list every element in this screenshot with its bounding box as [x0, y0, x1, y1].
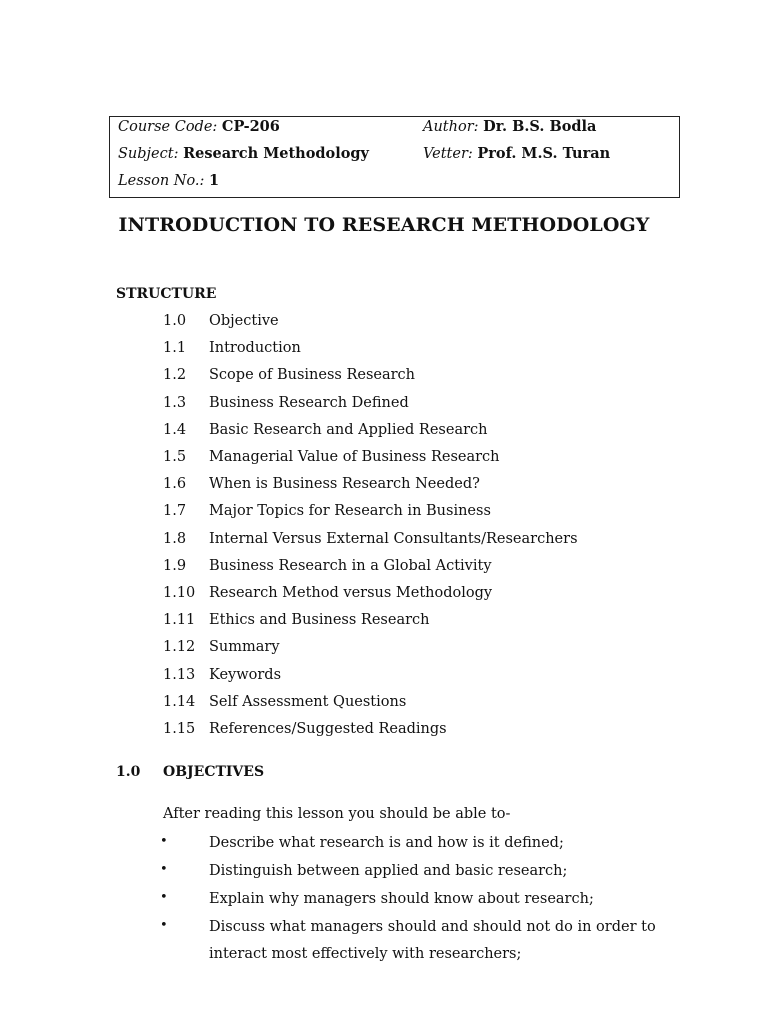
bullet-marker: • — [160, 862, 168, 877]
list-item-number: 1.0 — [163, 313, 187, 329]
list-item-text: Summary — [209, 639, 280, 655]
list-item-number: 1.6 — [163, 476, 187, 492]
list-item-text: Business Research Defined — [209, 395, 409, 411]
author-value: Dr. B.S. Bodla — [483, 118, 597, 135]
list-item-text: Business Research in a Global Activity — [209, 558, 492, 574]
course-code-label: Course Code: — [118, 119, 218, 135]
objectives-number: 1.0 — [116, 764, 141, 780]
objectives-heading: OBJECTIVES — [163, 764, 265, 780]
list-item-text: Objective — [209, 313, 279, 329]
list-item-text: Describe what research is and how is it defined; — [209, 835, 564, 851]
subject-label: Subject: — [118, 146, 179, 162]
author-row — [423, 118, 596, 135]
list-item-number: 1.9 — [163, 558, 187, 574]
bullet-marker: • — [160, 834, 168, 849]
list-item-number: 1.12 — [163, 639, 196, 655]
subject-value: Research Methodology — [183, 145, 369, 162]
list-item-number: 1.10 — [163, 585, 196, 601]
list-item-text: Internal Versus External Consultants/Researchers — [209, 531, 578, 547]
list-item-text: When is Business Research Needed? — [209, 476, 480, 492]
course-info-box — [109, 116, 680, 198]
course-code-value: CP-206 — [221, 118, 280, 135]
list-item-text: Ethics and Business Research — [209, 612, 430, 628]
subject-row — [118, 145, 369, 162]
list-item-number: 1.11 — [163, 612, 196, 628]
objectives-intro: After reading this lesson you should be able to- — [163, 806, 511, 822]
list-item-number: 1.3 — [163, 395, 187, 411]
list-item-text: Discuss what managers should and should not do in order to interact most effectively with researchers; — [209, 919, 656, 962]
vetter-label: Vetter: — [423, 146, 473, 162]
list-item-number: 1.2 — [163, 367, 187, 383]
list-item-number: 1.8 — [163, 531, 187, 547]
list-item-text: Research Method versus Methodology — [209, 585, 493, 601]
list-item-number: 1.7 — [163, 503, 187, 519]
list-item-text: Major Topics for Research in Business — [209, 503, 491, 519]
list-item-text: Basic Research and Applied Research — [209, 422, 488, 438]
list-item-number: 1.14 — [163, 694, 196, 710]
lesson-value: 1 — [209, 172, 220, 189]
list-item-text: Scope of Business Research — [209, 367, 416, 383]
vetter-row — [423, 145, 610, 162]
list-item-text: References/Suggested Readings — [209, 721, 447, 737]
document-title: INTRODUCTION TO RESEARCH METHODOLOGY — [118, 214, 650, 236]
list-item-text: Managerial Value of Business Research — [209, 449, 500, 465]
list-item-number: 1.13 — [163, 667, 196, 683]
list-item-text: Introduction — [209, 340, 301, 356]
vetter-value: Prof. M.S. Turan — [477, 145, 611, 162]
list-item-text: Self Assessment Questions — [209, 694, 407, 710]
list-item-number: 1.1 — [163, 340, 187, 356]
list-item-text: Keywords — [209, 667, 282, 683]
bullet-marker: • — [160, 918, 168, 933]
list-item-number: 1.5 — [163, 449, 187, 465]
list-item-text: Distinguish between applied and basic research; — [209, 863, 568, 879]
structure-heading: STRUCTURE — [116, 286, 217, 302]
list-item-number: 1.15 — [163, 721, 196, 737]
bullet-marker: • — [160, 890, 168, 905]
course-code-row — [118, 118, 280, 135]
list-item-text: Explain why managers should know about research; — [209, 891, 594, 907]
lesson-label: Lesson No.: — [118, 173, 205, 189]
lesson-row — [118, 172, 219, 189]
author-label: Author: — [423, 119, 479, 135]
list-item-number: 1.4 — [163, 422, 187, 438]
